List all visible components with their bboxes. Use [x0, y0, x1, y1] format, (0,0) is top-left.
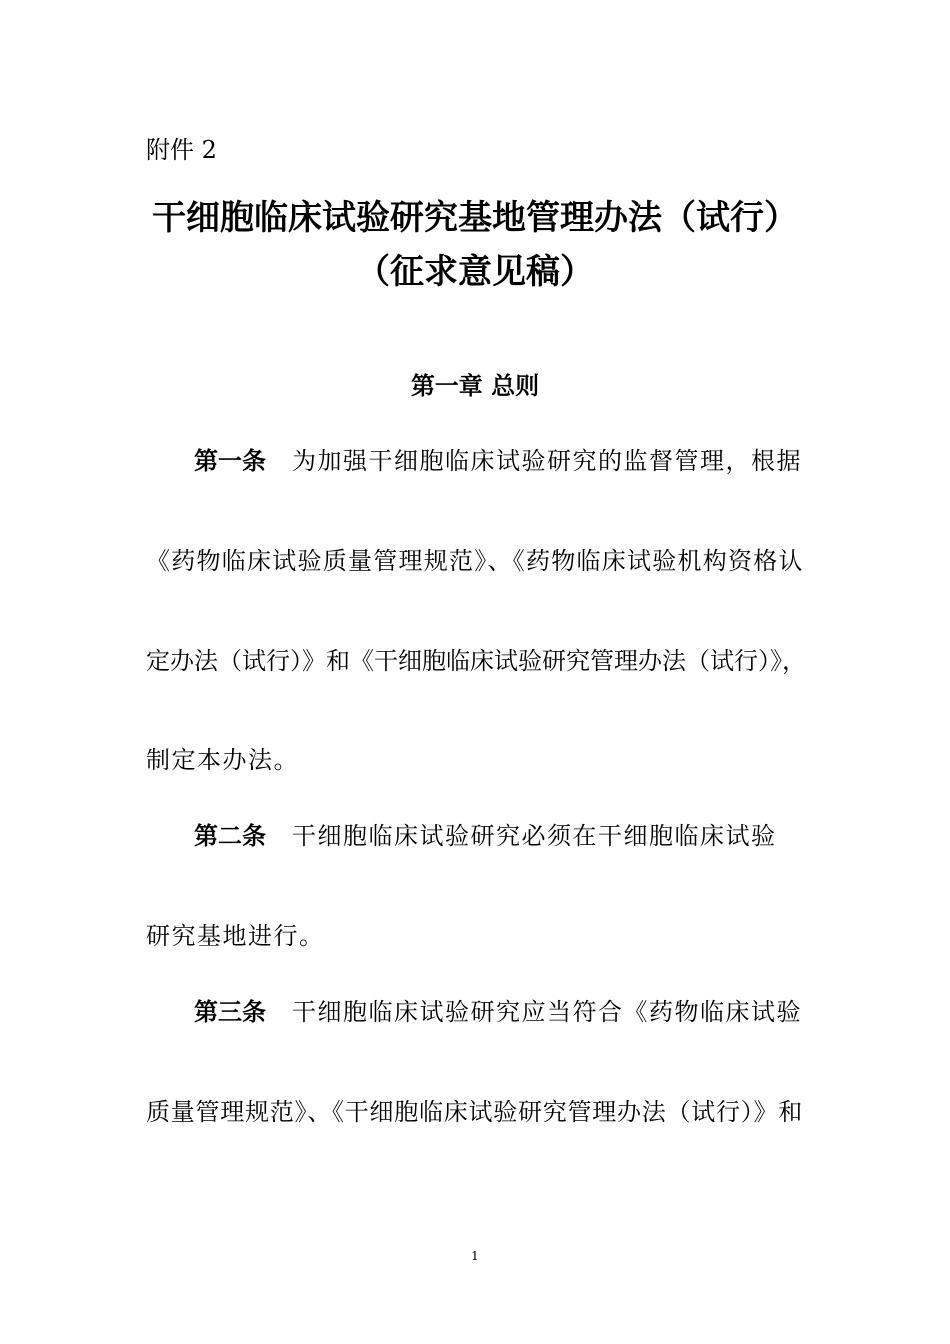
article-3-line-1 — [194, 994, 806, 1030]
article-2-text: 干细胞临床试验研究必须在干细胞临床试验 — [292, 822, 777, 850]
article-1-line-2: 《药物临床试验质量管理规范》、《药物临床试验机构资格认 — [146, 547, 804, 575]
article-1-number: 第一条 — [194, 447, 266, 475]
article-2-line-1 — [194, 818, 806, 854]
article-1-line-4: 制定本办法。 — [146, 746, 299, 774]
article-1-text: 为加强干细胞临床试验研究的监督管理，根据 — [292, 447, 802, 475]
article-2-number: 第二条 — [194, 822, 266, 850]
document-title-line-2: （征求意见稿） — [356, 252, 594, 292]
article-3-number: 第三条 — [194, 998, 266, 1026]
article-1-line-1 — [194, 443, 806, 479]
chapter-heading: 第一章 总则 — [410, 372, 540, 400]
attachment-label: 附件 2 — [146, 136, 217, 164]
article-1-line-3: 定办法（试行）》和《干细胞临床试验研究管理办法（试行）》， — [146, 647, 806, 675]
article-3-line-2: 质量管理规范》、《干细胞临床试验研究管理办法（试行）》和 — [146, 1098, 803, 1126]
article-2-line-2: 研究基地进行。 — [146, 922, 325, 950]
article-3-text: 干细胞临床试验研究应当符合《药物临床试验 — [292, 998, 802, 1026]
page-number: 1 — [471, 1249, 479, 1263]
document-title-line-1: 干细胞临床试验研究基地管理办法（试行） — [152, 198, 798, 238]
